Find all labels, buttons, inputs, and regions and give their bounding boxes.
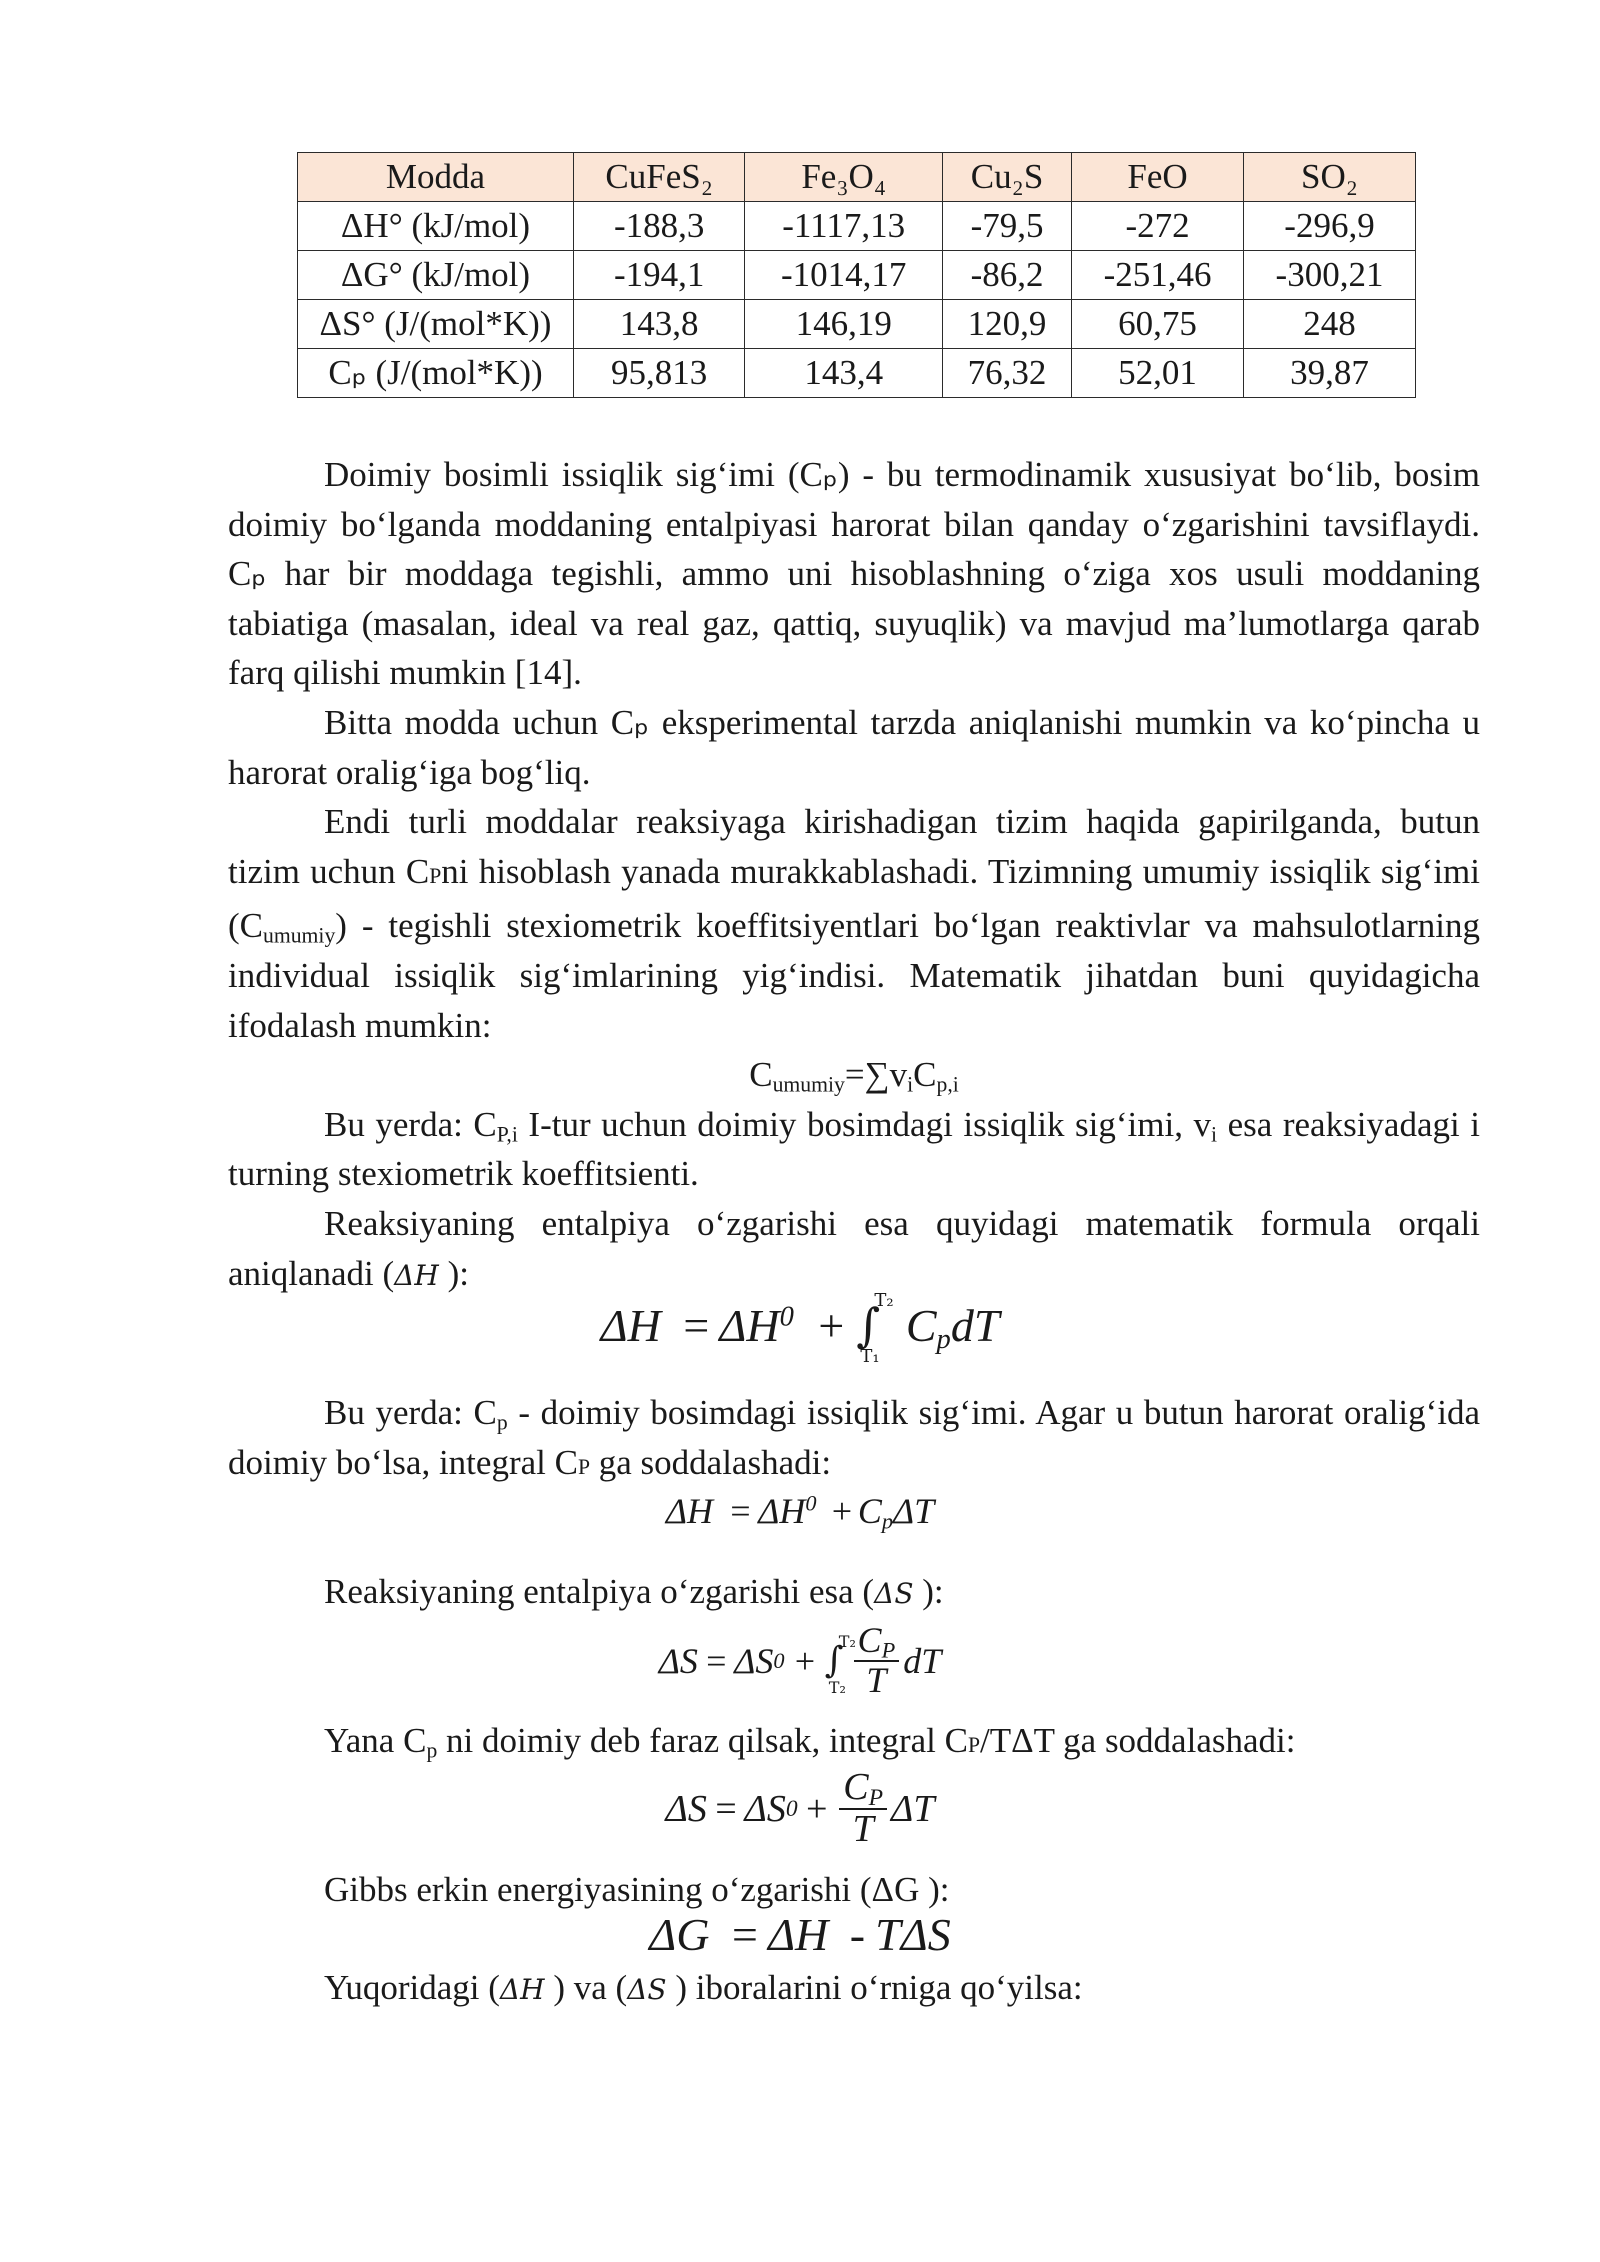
equation-content [666,1490,934,1532]
table-row [298,300,1416,349]
thermodynamic-properties-table [297,152,1416,398]
table-header-cell: Modda [298,153,574,202]
math-term: ΔH [758,1491,806,1531]
equation-content: ΔS = ΔS 0 + ∫ T₂ T₂ $\frac{C_P}{T}$ dT [658,1620,942,1700]
math-term: C [843,1766,869,1808]
text-run: Bu yerda: C [324,1104,497,1144]
text-run: C [749,1055,773,1095]
math-term: ΔH [768,1909,829,1960]
math-term: C [857,1620,882,1660]
text-run: ni doimiy deb faraz qilsak, integral C [437,1721,968,1760]
body-text-block-3 [228,1567,1480,1619]
text-run: =∑v [844,1055,908,1095]
math-term: dT [903,1640,942,1681]
fraction [839,1768,887,1850]
table-cell: 95,813 [574,349,745,398]
equation-enthalpy-simplified [0,1490,1600,1532]
subscript: p [426,1738,438,1763]
math-symbol: ΔS [874,1577,914,1610]
subscript: p [936,1324,951,1356]
math-term: dT [950,1300,1000,1351]
text-run: ga soddalashadi: [590,1442,832,1482]
subscript: p [881,1508,894,1534]
body-text-block-6 [228,1963,1480,2015]
math-term: ΔT [893,1491,935,1531]
paragraph-enthalpy-change [228,1199,1480,1300]
superscript: 0 [805,1490,817,1516]
table-cell: 143,8 [574,300,745,349]
table-cell: -86,2 [943,251,1072,300]
subscript: P [868,1784,884,1811]
subscript: P [577,1454,591,1479]
text-run: esa reaksiyadagi i turning stexiometrik koeffitsienti. [228,1104,1480,1194]
fraction-numerator [839,1768,887,1810]
paragraph-heat-capacity: Doimiy bosimli issiqlik sig‘imi (Cₚ) - bu termodinamik xususiyat bo‘lib, bosim doimiy bo‘lganda moddaning entalpiyasi harorat bilan qanday o‘zgarishini tavsiflaydi. Cₚ har bir moddaga tegishli, ammo uni hisoblashning o‘ziga xos usuli moddaning tabiatiga (masalan, ideal va real gaz, qattiq, suyuqlik) va mavjud ma’lumotlarga qarab farq qilishi mumkin [14]. [228,455,1480,693]
table-cell: 60,75 [1072,300,1244,349]
math-symbol: ΔS [627,1973,667,2006]
paragraph-single-substance: Bitta modda uchun Cₚ eksperimental tarzda aniqlanishi mumkin va ko‘pincha u harorat oralig‘iga bog‘liq. [228,702,1480,792]
fraction-denominator: T [852,1807,874,1850]
equation-entropy-simplified [0,1768,1600,1850]
table-cell: 39,87 [1244,349,1416,398]
text-run: Reaksiyaning entalpiya o‘zgarishi esa quyidagi matematik formula orqali aniqlanadi ( [228,1203,1480,1293]
table-row [298,349,1416,398]
table-cell: -194,1 [574,251,745,300]
table-cell: 52,01 [1072,349,1244,398]
text-run: ) - tegishli stexiometrik koeffitsiyentlari bo‘lgan reaktivlar va mahsulotlarning individual issiqlik sig‘imlarining yig‘indisi. Matematik jihatdan buni quyidagicha ifodalash mumkin: [228,906,1480,1045]
math-term: C [857,1491,882,1531]
paragraph-gibbs: Gibbs erkin energiyasining o‘zgarishi (ΔG ): [324,1870,950,1909]
table-cell: 248 [1244,300,1416,349]
subscript: i [1211,1122,1218,1147]
subscript: P [429,863,442,888]
table-cell: -1014,17 [745,251,943,300]
integral-lower-limit: T₂ [828,1678,846,1698]
subscript: p,i [936,1072,959,1097]
math-operator: = [712,1787,739,1830]
table-header-row [298,153,1416,202]
paragraph-entropy-change [228,1567,1480,1619]
text-run: - doimiy bosimdagi issiqlik sig‘imi. Agar u butun harorat oralig‘ida doimiy bo‘lsa, integral C [228,1393,1480,1482]
math-operator: = [727,1491,753,1531]
table-cell: -1117,13 [745,202,943,251]
table-header-cell: SO₂ [1244,153,1416,202]
formula-total-heat-capacity [228,1050,1480,1100]
text-run: ni hisoblash yanada murakkablashadi. Tizimning umumiy issiqlik sig‘imi (C [228,851,1480,946]
table-header-cell: Cu₂S [943,153,1072,202]
table-cell: ΔH° (kJ/mol) [298,202,574,251]
math-term: ΔH [665,1491,713,1531]
text-run: ) va ( [544,1968,628,2007]
subscript: umumiy [263,923,336,948]
table-cell: 76,32 [943,349,1072,398]
subscript: p [496,1410,508,1435]
subscript: P [881,1637,896,1663]
body-text-block-1 [228,450,1480,1300]
table-header-cell: CuFeS₂ [574,153,745,202]
math-term: TΔS [875,1909,951,1960]
table-cell: -300,21 [1244,251,1416,300]
subscript: P [967,1733,981,1757]
integral-sign: ∫ T₂ T₂ [824,1632,856,1698]
math-operator: + [829,1491,854,1531]
table-cell: -272 [1072,202,1244,251]
text-run: Reaksiyaning entalpiya o‘zgarishi esa ( [324,1572,875,1611]
math-term: ΔT [891,1787,935,1830]
paragraph-substitution [228,1963,1480,2015]
table-cell: -296,9 [1244,202,1416,251]
math-symbol: ΔH [394,1258,439,1292]
table-cell: -251,46 [1072,251,1244,300]
equation-content: ΔS = ΔS 0 + $\frac{C_P}{T}$ ΔT [665,1766,935,1850]
math-term: ΔH [600,1300,661,1351]
body-text-block-4 [228,1716,1480,1771]
fraction-numerator [854,1622,900,1662]
subscript: P,i [496,1122,518,1147]
table-row [298,202,1416,251]
text-run: Bu yerda: C [324,1393,497,1432]
table-cell: 120,9 [943,300,1072,349]
fraction-denominator: T [866,1659,887,1700]
superscript: 0 [779,1301,794,1333]
math-term: ΔS [658,1640,698,1681]
integral-sign: ∫ T₂ T₁ [856,1290,894,1367]
math-operator: + [792,1640,817,1681]
body-text-block-2 [228,1388,1480,1492]
math-operator: = [680,1300,712,1351]
table-cell: ΔS° (J/(mol*K)) [298,300,574,349]
math-symbol: ΔH [499,1973,545,2006]
math-term: ΔS [744,1787,786,1830]
math-operator: = [729,1909,761,1960]
table-header-cell: FeO [1072,153,1244,202]
table-cell: ΔG° (kJ/mol) [298,251,574,300]
equation-content [649,1908,950,1961]
paragraph-system-heat-capacity [228,797,1480,1050]
math-term: ΔH [719,1300,780,1351]
table-cell: 143,4 [745,349,943,398]
math-term: ΔS [734,1640,774,1681]
paragraph-where-cpi [228,1100,1480,1199]
text-run: ): [438,1253,469,1293]
math-operator: + [803,1787,830,1830]
text-run: Yana C [324,1721,427,1760]
paragraph-cp-constant [228,1716,1480,1771]
math-term: ΔG [649,1909,710,1960]
text-run: Yuqoridagi ( [324,1968,500,2007]
integral-upper-limit: T₂ [874,1290,894,1311]
equation-entropy-integral [0,1622,1600,1700]
text-run: I-tur uchun doimiy bosimdagi issiqlik sig‘imi, v [517,1104,1212,1144]
table-header-cell: Fe₃O₄ [745,153,943,202]
integral-lower-limit: T₁ [860,1346,880,1367]
integral-upper-limit: T₂ [838,1632,856,1652]
table-cell: -79,5 [943,202,1072,251]
paragraph-where-cp [228,1388,1480,1492]
math-term: ΔS [665,1787,707,1830]
equation-gibbs [0,1908,1600,1961]
subscript: i [907,1072,914,1097]
text-run: /TΔT ga soddalashadi: [980,1721,1296,1760]
equation-enthalpy-integral [0,1290,1600,1367]
math-term: C [905,1300,937,1351]
table-cell: 146,19 [745,300,943,349]
equation-content [600,1290,1000,1367]
subscript: umumiy [772,1072,845,1097]
math-operator: + [815,1300,847,1351]
text-run: ): [913,1572,944,1611]
text-run: ) iboralarini o‘rniga qo‘yilsa: [666,1968,1083,2007]
table-cell: Cₚ (J/(mol*K)) [298,349,574,398]
math-operator: - [849,1909,866,1960]
text-run: C [913,1055,937,1095]
math-operator: = [703,1640,729,1681]
fraction [854,1622,900,1700]
table-row [298,251,1416,300]
table-cell: -188,3 [574,202,745,251]
text-run: Endi turli moddalar reaksiyaga kirishadigan tizim haqida gapirilganda, butun tizim uchun C [228,802,1480,891]
